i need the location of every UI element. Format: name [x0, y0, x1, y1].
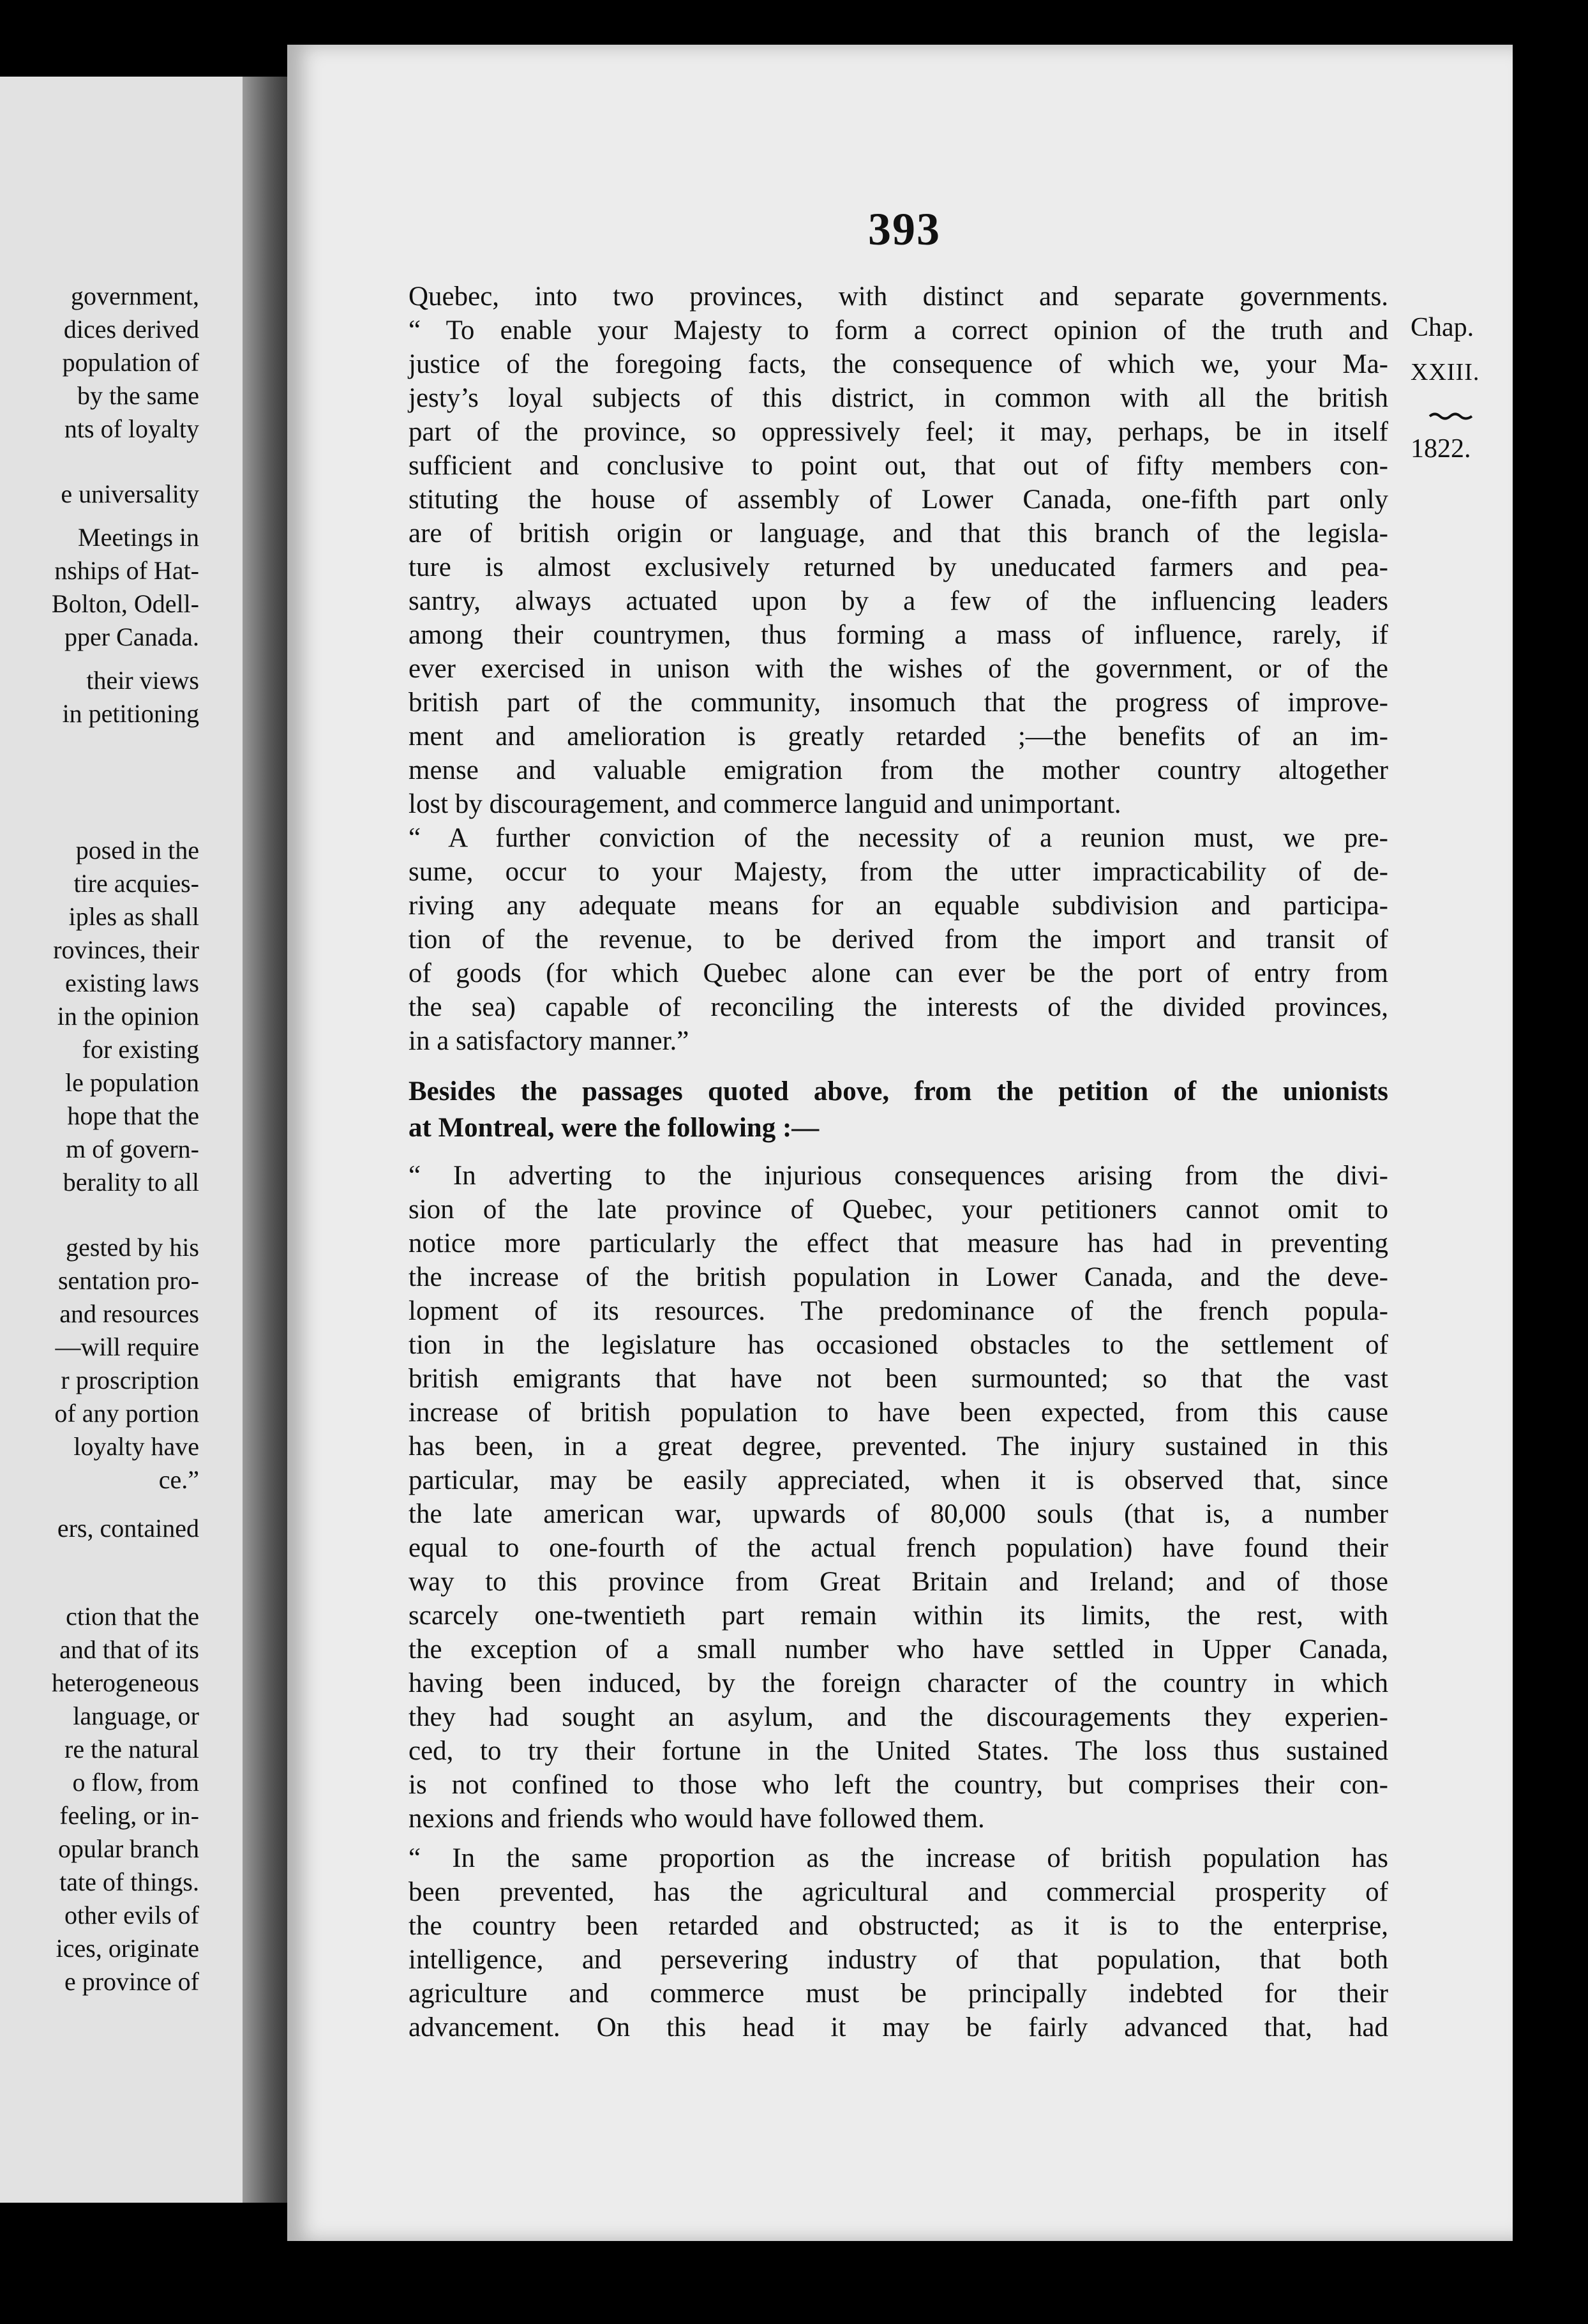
facing-page-line: o flow, from — [72, 1768, 199, 1797]
margin-chapter-number: XXIII. — [1411, 359, 1480, 386]
text-line: “ In the same proportion as the increase of british population has — [408, 1843, 1388, 1873]
text-line: advancement. On this head it may be fairly advanced that, had — [408, 2012, 1388, 2042]
facing-page-line: for existing — [82, 1035, 199, 1064]
text-line: sufficient and conclusive to point out, that out of fifty members con- — [408, 451, 1388, 481]
text-line: “ A further conviction of the necessity of a reunion must, we pre- — [408, 823, 1388, 853]
text-line: are of british origin or language, and that this branch of the legisla- — [408, 518, 1388, 548]
text-line: british emigrants that have not been surmounted; so that the vast — [408, 1364, 1388, 1394]
facing-page-line: m of govern- — [66, 1135, 199, 1163]
facing-page-line: tate of things. — [59, 1867, 199, 1896]
text-line: tion of the revenue, to be derived from the import and transit of — [408, 924, 1388, 954]
facing-page-line: —will require — [55, 1332, 199, 1361]
facing-page-line: hope that the — [67, 1101, 199, 1130]
text-line: lost by discouragement, and commerce languid and unimportant. — [408, 789, 1121, 819]
text-line: the increase of the british population in Lower Canada, and the deve- — [408, 1262, 1388, 1292]
text-line: justice of the foregoing facts, the consequence of which we, your Ma- — [408, 349, 1388, 379]
text-line: santry, always actuated upon by a few of the influencing leaders — [408, 586, 1388, 616]
facing-page-line: tire acquies- — [73, 869, 199, 898]
margin-chapter: Chap. — [1411, 313, 1474, 342]
facing-page-line: ers, contained — [57, 1514, 199, 1543]
facing-page-line: and that of its — [59, 1635, 199, 1664]
text-line: ment and amelioration is greatly retarded ;—the benefits of an im- — [408, 721, 1388, 751]
text-line: the exception of a small number who have settled in Upper Canada, — [408, 1634, 1388, 1664]
text-line: Quebec, into two provinces, with distinct and separate governments. — [408, 282, 1388, 312]
facing-page-line: rovinces, their — [53, 935, 199, 964]
facing-page-line: sentation pro- — [57, 1266, 199, 1295]
facing-page-line: ce.” — [158, 1465, 199, 1494]
wavy-rule-icon — [1428, 412, 1473, 421]
text-line: increase of british population to have been expected, from this cause — [408, 1398, 1388, 1428]
facing-page-line: e universality — [61, 479, 199, 508]
text-line: been prevented, has the agricultural and commercial prosperity of — [408, 1877, 1388, 1907]
text-line: intelligence, and persevering industry of that population, that both — [408, 1945, 1388, 1975]
facing-page-line: loyalty have — [73, 1432, 199, 1461]
text-line: the late american war, upwards of 80,000 souls (that is, a number — [408, 1499, 1388, 1529]
text-line: part of the province, so oppressively feel; it may, perhaps, be in itself — [408, 417, 1388, 447]
facing-page-line: ices, originate — [56, 1934, 199, 1963]
text-line: agriculture and commerce must be principally indebted for their — [408, 1979, 1388, 2009]
text-line: in a satisfactory manner.” — [408, 1026, 689, 1056]
page-number: 393 — [868, 204, 941, 255]
text-line: scarcely one-twentieth part remain within its limits, the rest, with — [408, 1601, 1388, 1631]
facing-page-line: re the natural — [64, 1735, 199, 1763]
facing-page-line: other evils of — [64, 1901, 199, 1929]
facing-page-line: dices derived — [63, 315, 199, 343]
facing-page-line: e province of — [64, 1967, 199, 1996]
text-line: lopment of its resources. The predominance of the french popula- — [408, 1296, 1388, 1326]
facing-page-line: of any portion — [54, 1399, 199, 1428]
text-line: british part of the community, insomuch that the progress of improve- — [408, 688, 1388, 718]
text-line: stituting the house of assembly of Lower Canada, one-fifth part only — [408, 485, 1388, 515]
text-line: equal to one-fourth of the actual french population) have found their — [408, 1533, 1388, 1563]
facing-page-line: Meetings in — [78, 523, 199, 552]
facing-page-line: le population — [65, 1068, 199, 1097]
facing-page-line: population of — [62, 348, 199, 377]
text-line: ced, to try their fortune in the United States. The loss thus sustained — [408, 1736, 1388, 1766]
text-line: Besides the passages quoted above, from the petition of the unionists — [408, 1076, 1388, 1106]
text-line: ture is almost exclusively returned by uneducated farmers and pea- — [408, 552, 1388, 582]
facing-page-line: opular branch — [57, 1834, 199, 1863]
facing-page-line: iples as shall — [68, 902, 199, 931]
text-line: the sea) capable of reconciling the interests of the divided provinces, — [408, 992, 1388, 1022]
text-line: of goods (for which Quebec alone can ever be the port of entry from — [408, 958, 1388, 988]
facing-page-line: feeling, or in- — [59, 1801, 199, 1830]
text-line: riving any adequate means for an equable subdivision and participa- — [408, 891, 1388, 921]
facing-page-line: government, — [70, 282, 199, 310]
facing-page-line: pper Canada. — [64, 622, 199, 651]
text-line: “ To enable your Majesty to form a correct opinion of the truth and — [408, 315, 1388, 345]
text-line: they had sought an asylum, and the discouragements they experien- — [408, 1702, 1388, 1732]
text-line: the country been retarded and obstructed; as it is to the enterprise, — [408, 1911, 1388, 1941]
margin-year: 1822. — [1411, 434, 1471, 464]
facing-page-line: in the opinion — [57, 1002, 199, 1030]
facing-page-line: posed in the — [75, 836, 199, 864]
text-line: sume, occur to your Majesty, from the utter impracticability of de- — [408, 857, 1388, 887]
facing-page-line: their views — [86, 666, 199, 695]
text-line: tion in the legislature has occasioned obstacles to the settlement of — [408, 1330, 1388, 1360]
facing-page-line: gested by his — [66, 1233, 199, 1262]
facing-page-line: by the same — [77, 381, 199, 410]
facing-page-line: language, or — [73, 1701, 199, 1730]
facing-page-line: Bolton, Odell- — [51, 589, 199, 618]
text-line: notice more particularly the effect that measure has had in preventing — [408, 1228, 1388, 1258]
facing-page-line: existing laws — [65, 969, 199, 997]
facing-page-line: berality to all — [63, 1168, 199, 1196]
text-line: nexions and friends who would have followed them. — [408, 1804, 985, 1834]
text-line: jesty’s loyal subjects of this district, in common with all the british — [408, 383, 1388, 413]
text-line: mense and valuable emigration from the mother country altogether — [408, 755, 1388, 785]
facing-page-line: nships of Hat- — [54, 556, 199, 585]
text-line: “ In adverting to the injurious consequences arising from the divi- — [408, 1161, 1388, 1191]
text-line: among their countrymen, thus forming a mass of influence, rarely, if — [408, 620, 1388, 650]
facing-page-line: ction that the — [66, 1602, 199, 1631]
facing-page-line: heterogeneous — [51, 1668, 199, 1697]
text-line: particular, may be easily appreciated, when it is observed that, since — [408, 1465, 1388, 1495]
text-line: has been, in a great degree, prevented. The injury sustained in this — [408, 1431, 1388, 1461]
text-line: ever exercised in unison with the wishes of the government, or of the — [408, 654, 1388, 684]
text-line: having been induced, by the foreign character of the country in which — [408, 1668, 1388, 1698]
text-line: sion of the late province of Quebec, your petitioners cannot omit to — [408, 1195, 1388, 1225]
facing-page-line: in petitioning — [62, 699, 199, 728]
facing-page-line: and resources — [59, 1299, 199, 1328]
text-line: at Montreal, were the following :— — [408, 1113, 820, 1143]
text-line: way to this province from Great Britain and Ireland; and of those — [408, 1567, 1388, 1597]
text-line: is not confined to those who left the country, but comprises their con- — [408, 1770, 1388, 1800]
facing-page-line: nts of loyalty — [64, 414, 199, 443]
facing-page-line: r proscription — [61, 1366, 199, 1394]
